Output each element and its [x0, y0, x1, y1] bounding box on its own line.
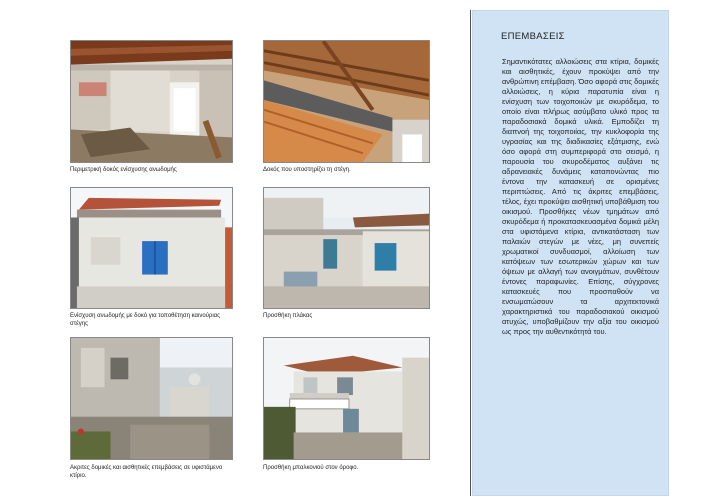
photo-concrete-additions: [70, 337, 233, 460]
caption-photo3: Ενίσχυση ανωδομής με δοκό για τοποθέτηση καινούριας στέγης: [70, 313, 221, 327]
panel-body-text: Σημαντικότατες αλλοιώσεις στα κτίρια, δομικές και αισθητικές, έχουν προκύψει από την ανθρώπινη επέμβαση. Όσο αφορά στις δομικές αλλοιώσεις, η κύρια παρατυπία είναι η ενίσχυση των τοιχοποιιών με σκυρόδεμα, το οποίο είναι πλήρως ασύμβατο υλικό προς τα παραδοσιακά δομικά υλικά. Εμποδίζει τη διαπνοή της τοιχοποιίας, την κυκλοφορία της υγρασίας και της διαδικασίες εξάτμισης, ενώ όσο αφορά στη συμπεριφορά στο σεισμό, η παρουσία του σκυροδέματος αυξάνει τις αδρανειακές δυνάμεις καταπονώντας πιο έντονα την κατασκευή σε ορισμένες περιπτώσεις. Από τις άκριτες επεμβάσεις, τέλος, έχει προκύψει αισθητική υποβάθμιση του οικισμού. Προσθήκες νέων τμημάτων από σκυρόδεμα ή προκατασκευασμένα δομικά μέλη στα υφιστάμενα κτίρια, αντικατάσταση των παλαιών στεγών με νέες, μη συνεπείς χρωματικοί συνδυασμοί, αλλοίωση των κατόψεων των εσωτερικών χώρων και των όψεων με αλλαγή των ανοιγμάτων, συνθέτουν έντονες παραφωνίες. Επίσης, σύγχρονες κατασκευές που προσπαθούν να ενσωματώσουν τα αρχιτεκτονικά χαρακτηριστικά του παραδοσιακού οικισμού ατυχώς, υποβαθμίζουν την αξία του οικισμού ως προς την αυθεντικότητά του.: [502, 57, 659, 337]
caption-photo1: Περιμετρική δοκός ενίσχυσης ανωδομής: [70, 167, 177, 173]
caption-photo2: Δοκός που υποστηρίζει τη στέγη.: [263, 167, 351, 173]
photo-house-blue-window: [70, 187, 233, 309]
photo-balcony-addition: [263, 337, 430, 460]
caption-photo4: Προσθήκη πλάκας: [263, 313, 313, 319]
photo-perimeter-beam: [70, 40, 233, 163]
caption-photo6: Προσθήκη μπαλκονιού στον όροφο.: [263, 465, 359, 471]
panel-divider: [470, 10, 471, 496]
panel-title: ΕΠΕΜΒΑΣΕΙΣ: [501, 31, 565, 42]
interventions-panel: [472, 10, 669, 496]
photo-slab-addition: [263, 187, 430, 309]
caption-photo5: Ακριτες δομικές και αισθητικές επεμβάσεις σε υφιστάμενο κτίριο.: [70, 465, 223, 479]
photo-roof-beam: [263, 40, 430, 163]
